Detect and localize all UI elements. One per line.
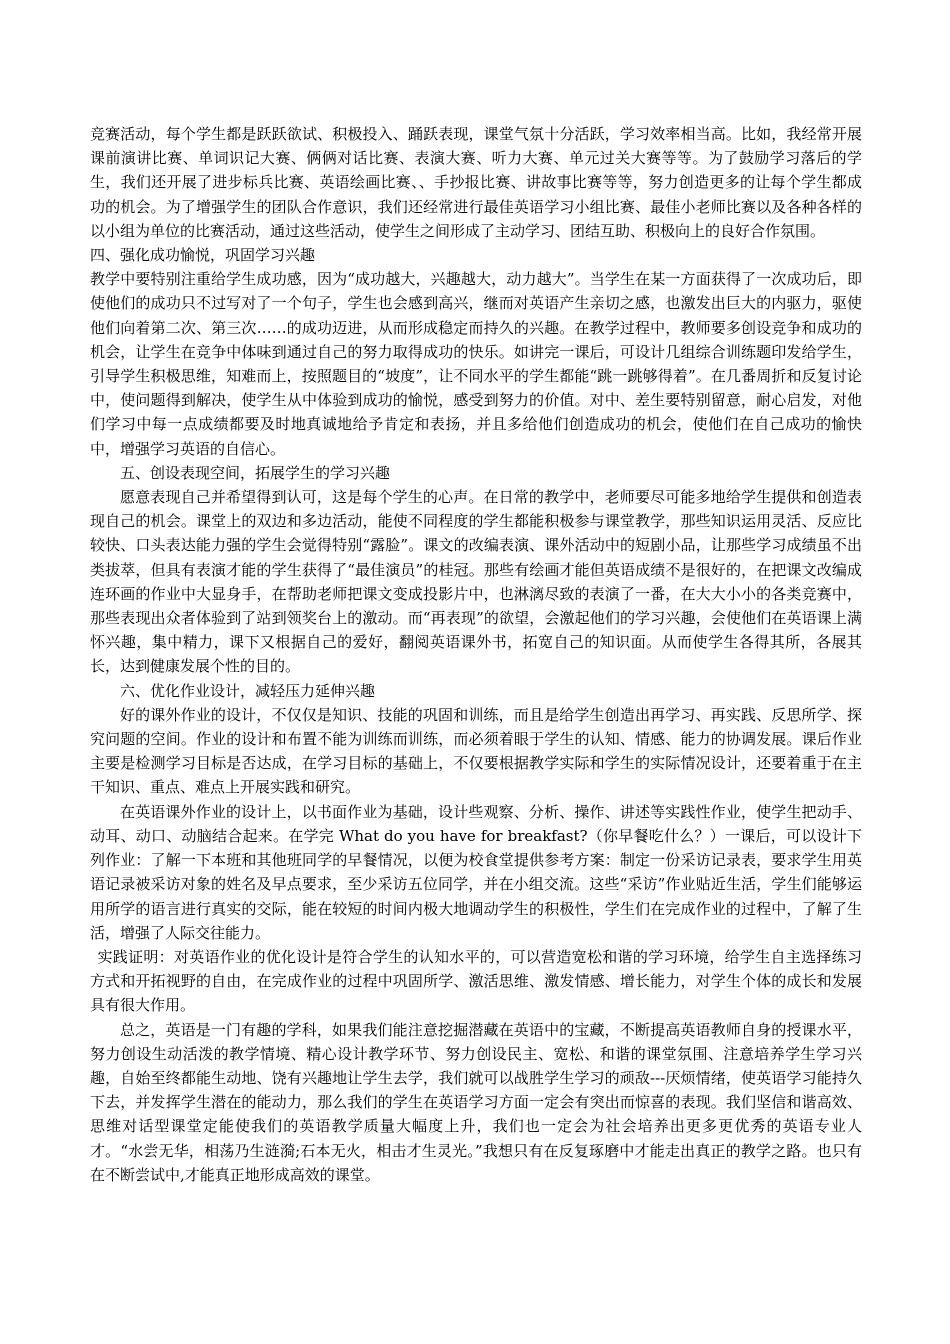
- paragraph-expression-space: 愿意表现自己并希望得到认可，这是每个学生的心声。在日常的教学中，老师要尽可能多地给学生提供和创造表现自己的机会。课堂上的双边和多边活动，能使不同程度的学生都能积极参与课堂教学，那些知识运用灵活、反应比较快、口头表达能力强的学生会觉得特别“露脸”。课文的改编表演、课外活动中的短剧小品，让那些学习成绩虽不出类拔萃，但具有表演才能的学生获得了“最佳演员”的桂冠。那些有绘画才能但英语成绩不是很好的，在把课文改编成连环画的作业中大显身手，在帮助老师把课文变成投影片中，也淋漓尽致的表演了一番，在大大小小的各类竞赛中，那些表现出众者体验到了站到领奖台上的激动。而“再表现”的欲望，会激起他们的学习兴趣，会使他们在英语课上满怀兴趣，集中精力，课下又根据自己的爱好，翻阅英语课外书，拓宽自己的知识面。从而使学生各得其所，各展其长，达到健康发展个性的目的。: [90, 488, 862, 676]
- paragraph-success-feeling: 教学中要特别注重给学生成功感，因为“成功越大，兴趣越大，动力越大”。当学生在某一方面获得了一次成功后，即使他们的成功只不过写对了一个句子，学生也会感到高兴，继而对英语产生亲切之感，也激发出巨大的内驱力，驱使他们向着第二次、第三次……的成功迈进，从而形成稳定而持久的兴趣。在教学过程中，教师要多创设竞争和成功的机会，让学生在竞争中体味到通过自己的努力取得成功的快乐。如讲完一课后，可设计几组综合训练题印发给学生，引导学生积极思维，知难而上，按照题目的“坡度”，让不同水平的学生都能“跳一跳够得着”。在几番周折和反复讨论中，使问题得到解决，使学生从中体验到成功的愉悦，感受到努力的价值。对中、差生要特别留意，耐心启发，对他们学习中每一点成绩都要及时地真诚地给予肯定和表扬，并且多给他们创造成功的机会，使他们在自己成功的愉快中，增强学习英语的自信心。: [90, 270, 862, 458]
- paragraph-homework-practice: 在英语课外作业的设计上，以书面作业为基础，设计些观察、分析、操作、讲述等实践性作业，使学生把动手、动耳、动口、动脑结合起来。在学完 What do you have for breakfast?（你早餐吃什么？）一课后，可以设计下列作业：了解一下本班和其他班同学的早餐情况，以便为校食堂提供参考方案：制定一份采访记录表，要求学生用英语记录被采访对象的姓名及早点要求，至少采访五位同学，并在小组交流。这些“采访”作业贴近生活，学生们能够运用所学的语言进行真实的交际，能在较短的时间内极大地调动学生的积极性，学生们在完成作业的过程中，了解了生活，增强了人际交往能力。: [90, 802, 862, 942]
- section-heading-6: 六、优化作业设计，减轻压力延伸兴趣: [120, 681, 376, 700]
- paragraph-competition-activities: 竞赛活动，每个学生都是跃跃欲试、积极投入、踊跃表现，课堂气氛十分活跃，学习效率相当高。比如，我经常开展课前演讲比赛、单词识记大赛、俩俩对话比赛、表演大赛、听力大赛、单元过关大赛等等。为了鼓励学习落后的学生，我们还开展了进步标兵比赛、英语绘画比赛、、手抄报比赛、讲故事比赛等等，努力创造更多的让每个学生都成功的机会。为了增强学生的团队合作意识，我们还经常进行最佳英语学习小组比赛、最佳小老师比赛以及各种各样的以小组为单位的比赛活动，通过这些活动，使学生之间形成了主动学习、团结互助、积极向上的良好合作氛围。: [90, 125, 862, 240]
- document-body: [90, 122, 862, 1187]
- paragraph-practice-proof: 实践证明：对英语作业的优化设计是符合学生的认知水平的，可以营造宽松和谐的学习环境，给学生自主选择练习方式和开拓视野的自由，在完成作业的过程中巩固所学、激活思维、激发情感、增长能力，对学生个体的成长和发展具有很大作用。: [90, 947, 862, 1015]
- section-heading-5: 五、创设表现空间，拓展学生的学习兴趣: [120, 463, 391, 482]
- paragraph-conclusion: 总之，英语是一门有趣的学科，如果我们能注意挖掘潜藏在英语中的宝藏，不断提高英语教师自身的授课水平，努力创设生动活泼的教学情境、精心设计教学环节、努力创设民主、宽松、和谐的课堂氛围、注意培养学生学习兴趣，自始至终都能生动地、饶有兴趣地让学生去学，我们就可以战胜学生学习的顽敌---厌烦情绪，使英语学习能持久下去，并发挥学生潜在的能动力，那么我们的学生在英语学习方面一定会有突出而惊喜的表现。我们坚信和谐高效、思维对话型课堂定能使我们的英语教学质量大幅度上升，我们也一定会为社会培养出更多更优秀的英语专业人才。“水尝无华，相荡乃生涟漪;石本无火，相击才生灵光。”我想只有在反复琢磨中才能走出真正的教学之路。也只有在不断尝试中,才能真正地形成高效的课堂。: [90, 1020, 862, 1184]
- section-heading-4: 四、强化成功愉悦，巩固学习兴趣: [90, 246, 316, 265]
- paragraph-homework-design: 好的课外作业的设计，不仅仅是知识、技能的巩固和训练，而且是给学生创造出再学习、再实践、反思所学、探究问题的空间。作业的设计和布置不能为训练而训练，而必须着眼于学生的认知、情感、能力的协调发展。课后作业主要是检测学习目标是否达成，在学习目标的基础上，不仅要根据教学实际和学生的实际情况设计，还要着重于在主干知识、重点、难点上开展实践和研究。: [90, 705, 862, 797]
